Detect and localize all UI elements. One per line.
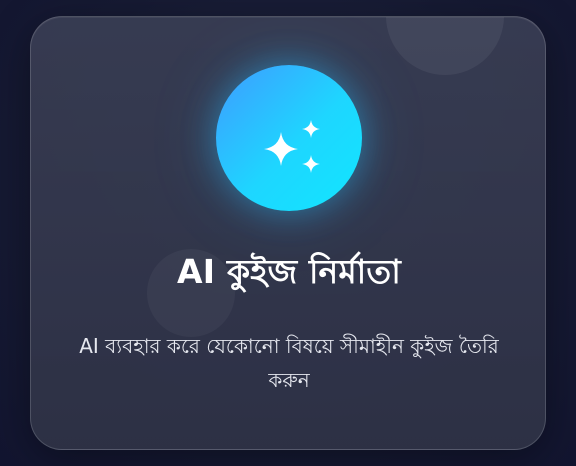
sparkles-icon [216, 65, 362, 211]
feature-card[interactable] [30, 16, 546, 450]
card-description: AI ব্যবহার করে যেকোনো বিষয়ে সীমাহীন কুইজ তৈরি করুন [79, 334, 499, 392]
decorative-circle-top [386, 16, 504, 75]
feature-icon-badge [216, 65, 362, 211]
card-title: AI কুইজ নির্মাতা [177, 252, 401, 291]
